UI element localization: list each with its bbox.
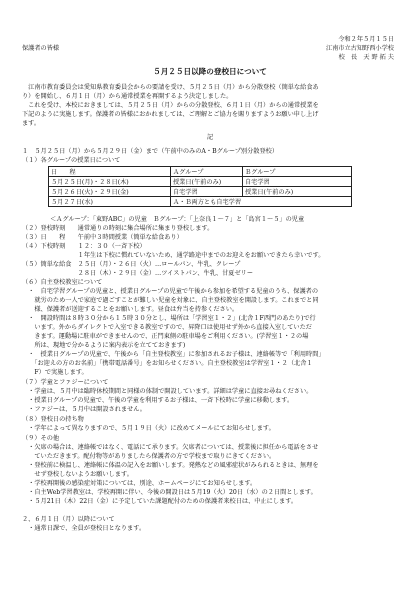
table-cell: 授業日(午前のみ)	[243, 187, 352, 197]
body-line: （７）学童とファジーについて	[22, 379, 109, 386]
body-line: きます。運動場に駐車ができませんので、正門東側の駐車場をご利用ください。(学習室１・２の場	[22, 333, 309, 340]
body-line: ・登校前に検温し、連絡帳に体温の記入をお願いします。発熱などの風邪症状がみられるときは、無理を	[22, 462, 319, 469]
table-row	[49, 187, 352, 197]
body-line: ・学年によって異なりますので、５月１９日（火）に改めてメールにてお知らせします。	[22, 425, 275, 432]
body-line: 所は、現地で分かるように案内表示を立てておきます)	[22, 342, 186, 349]
table-header-cell: Ｂグループ	[243, 167, 352, 177]
table-cell: Ａ・Ｂ両方とも自宅学習	[171, 197, 352, 207]
table-row	[49, 177, 352, 187]
intro-line: り）を開始し、６月１日（月）から通常授業を再開するよう決定しました。	[22, 93, 233, 100]
body-line: （５）簡単な給食 ２５日（月）・２６日（火）…ロールパン、牛乳、クレープ	[22, 261, 241, 268]
body-line: 就労のため一人で家庭で過ごすことが難しい児童を対象に、自主登校教室を開設します。これまでと同	[22, 297, 319, 304]
body-line: せず登校しないようお願いします。	[22, 471, 133, 478]
body-line: ・ 授業日グループの児童で、午後から「自主登校教室」に参加されるお子様は、連絡帳等で「利用時間」	[22, 351, 325, 358]
table-note: ＜Ａグループ：「東野ABC」の児童 Ｂグループ：「上奈良１〜７」と「島宮１〜５」の児童	[50, 216, 305, 223]
addressee: 保護者の皆様	[22, 45, 60, 52]
body-line: います。外からダイレクトで入室できる教室ですので、昇降口は使用せず外から直接入室していただ	[22, 324, 312, 331]
page-title: ５月２５日以降の登校日について	[153, 67, 267, 76]
body-line: F）で実施します。	[22, 369, 88, 376]
body-line: ・学校再開後の感染症対策については、別途、ホームページにてお知らせします。	[22, 480, 257, 487]
table-header-cell: Ａグループ	[171, 167, 243, 177]
section2-heading: ２、６月１日（月）以降について	[22, 516, 115, 523]
table-cell: 自宅学習	[171, 187, 243, 197]
body-line: （２）登校時刻 通常通りの時刻に集合場所に集まり登校します。	[22, 225, 214, 232]
body-line: ・ 開設時間は８時３０分から１５時３０分とし、場所は「学習室１・２」(北舎１F西門のあたり)で行	[22, 315, 316, 322]
issuer-school: 江南市立古知野西小学校	[325, 45, 394, 52]
table-cell: ５月２６日(火)・２９日(金)	[49, 187, 171, 197]
body-line: ２８日（木）・２９日（金）…ツイストパン、牛乳、甘夏ゼリー	[22, 270, 254, 277]
table-row	[49, 197, 352, 207]
table-cell: ５月２５日(月)・２８日(木)	[49, 177, 171, 187]
section1-heading: １ ５月２５日（月）から５月２９日（金）まで（午前中のみのA・Bグループ別分散登校）	[22, 148, 279, 155]
document-date: 令和２年５月１５日	[338, 36, 394, 43]
ki-heading: 記	[206, 134, 214, 141]
intro-line: ます。	[22, 120, 41, 127]
body-line: ・ 自宅学習グループの児童と、授業日グループの児童で午後から参加を希望する児童のうち、保護者の	[22, 288, 319, 295]
table-header-cell: 日 程	[49, 167, 171, 177]
body-line: 様、保護者が送迎することをお願いします。昼食は弁当を持参ください。	[22, 306, 239, 313]
schedule-table	[48, 166, 352, 207]
section1-sub1: （１）各グループの授業日について	[22, 157, 121, 164]
body-line: ・欠席の場合は、連絡帳ではなく、電話にて承ります。欠席者については、授業後に担任から電話をさせ	[22, 444, 319, 451]
body-line: １年生は下校に慣れていないため、通学路途中までのお迎えをお願いできたら幸いです。	[22, 252, 325, 259]
body-line: ・ファジーは、５月中は開設されません。	[22, 406, 146, 413]
body-line: （８）登校日の持ち物	[22, 416, 84, 423]
intro-line: 江南市教育委員会は愛知県教育委員会からの要請を受け、５月２５日（月）から分散登校（簡単な給食あ	[22, 84, 319, 91]
body-line: ていただきます。配付物等がありましたら保護者の方で学校まで取りにきてください。	[22, 453, 276, 460]
section2-line: ・通常日課で、全員が登校日となります。	[22, 525, 146, 532]
issuer-principal: 校 長 天 野 拓 夫	[338, 54, 394, 61]
table-cell: ５月２７日(水)	[49, 197, 171, 207]
body-line: ・自主Web学習教室は、学校再開に伴い、今後の開設日は５月19（火）20日（水）の２日間とします。	[22, 489, 317, 496]
body-line: 「お迎えの方のお名前」「携帯電話番号」をお知らせください。自主登校教室は学習室１・２（北舎１	[22, 360, 313, 367]
body-line: ・授業日グループの児童で、午後の学童を利用するお子様は、一斉下校時に学童に移動します。	[22, 397, 294, 404]
intro-line: これを受け、本校におきましては、５月２５日（月）からの分散登校、６月１日（月）からの通常授業を	[22, 102, 319, 109]
body-line: （４）下校時刻 １２：３０（一斉下校）	[22, 243, 146, 250]
table-cell: 授業日(午前のみ)	[171, 177, 243, 187]
body-line: （６）自主登校教室について	[22, 279, 103, 286]
body-line: ・５月21日（木）22日（金）に予定していた課題配付のための保護者来校日は、中止にします。	[22, 498, 298, 505]
table-header-row	[49, 167, 352, 177]
table-cell: 自宅学習	[243, 177, 352, 187]
intro-line: 下記のように実施します。保護者の皆様におかれましては、ご理解とご協力を賜りますようお願い申し上げ	[22, 111, 319, 118]
body-line: （９）その他	[22, 435, 60, 442]
body-line: （３）日 程 午前中３時間授業（簡単な給食あり）	[22, 234, 183, 241]
body-line: ・学童は、５月中は臨時休校期間と同様の体制で開設しています。詳細は学童に直接お尋ねください。	[22, 388, 313, 395]
